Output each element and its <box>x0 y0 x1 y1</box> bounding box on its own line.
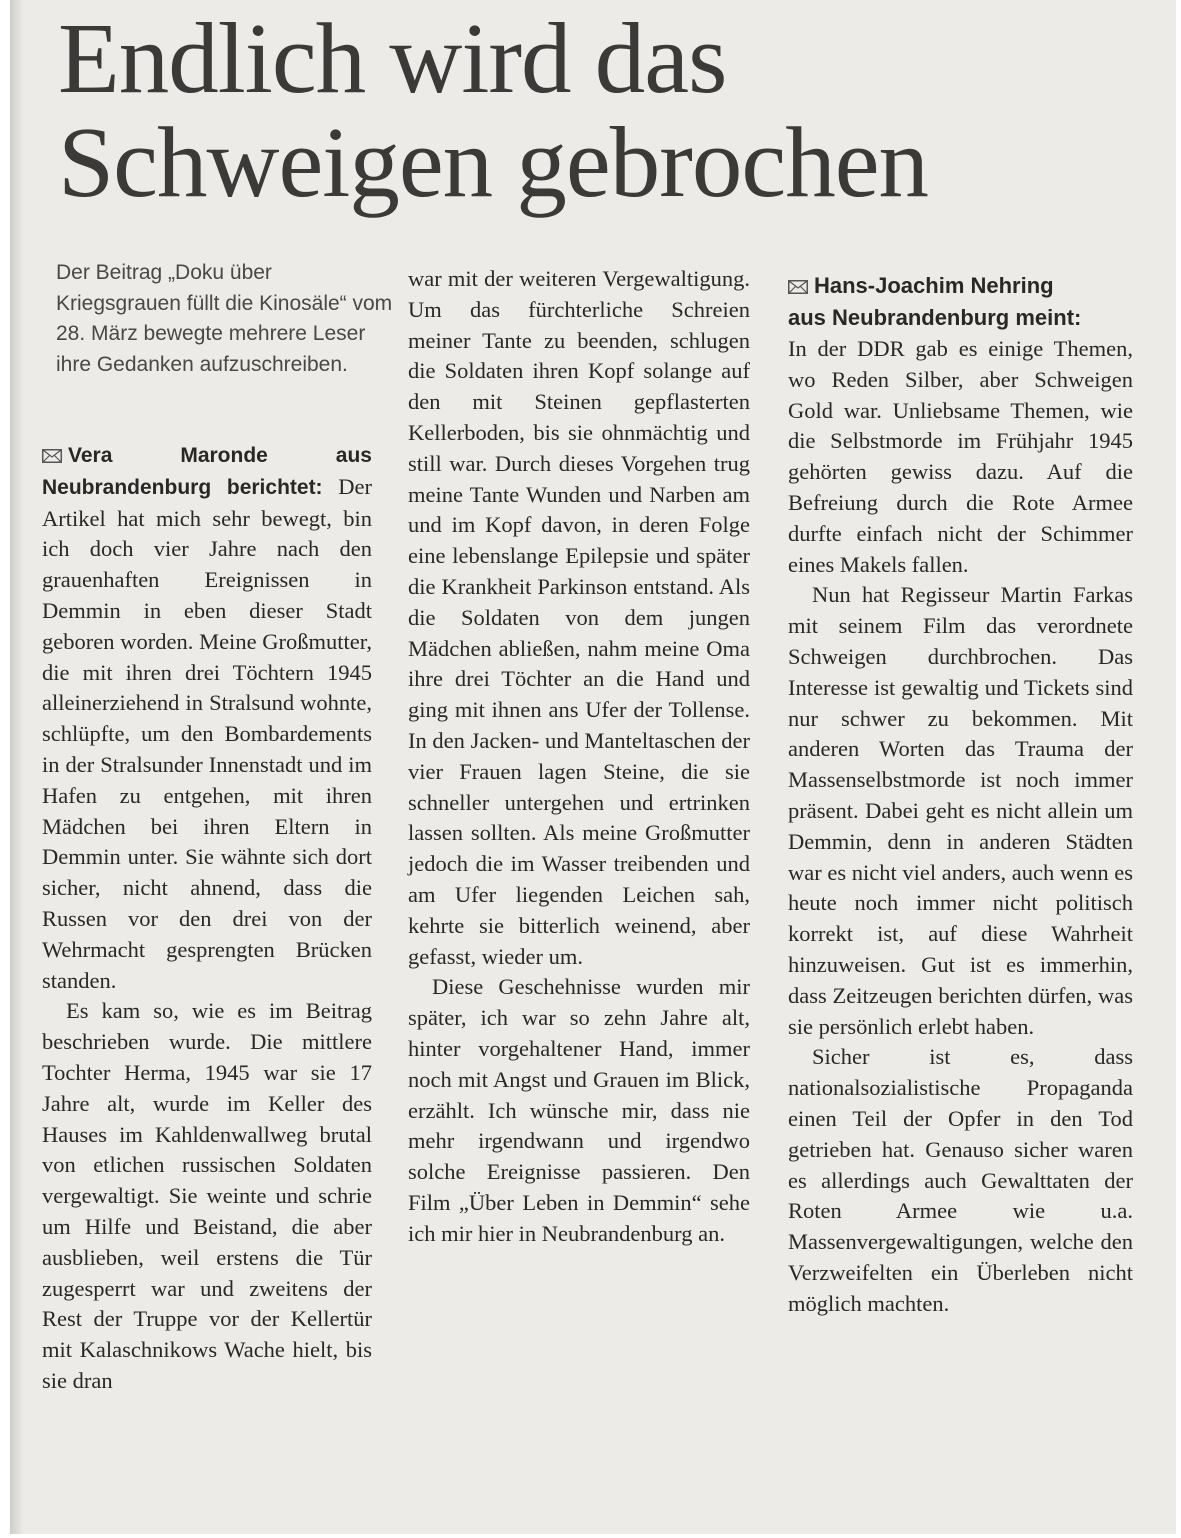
newspaper-clipping <box>10 0 1176 1534</box>
letter-1-body-1: Der Artikel hat mich sehr bewegt, bin ich doch vier Jahre nach den grauenhaften Ereignissen in Demmin in eben dieser Stadt geboren worden. Meine Großmutter, die mit ihren drei Töchtern 1945 alleinerziehend in Stralsund wohnte, schlüpfte, um den Bombardements in der Stralsunder Innenstadt und im Hafen zu entgehen, mit ihren Mädchen bei ihren Eltern in Demmin unter. Sie wähnte sich dort sicher, nicht ahnend, dass die Russen vor den drei von der Wehrmacht gesprengten Brücken standen. <box>42 473 372 993</box>
headline <box>58 2 1168 218</box>
letter-2-author-line-2: aus Neubrandenburg meint: <box>788 305 1082 330</box>
envelope-icon <box>788 280 808 294</box>
letter-2-paragraph-1: In der DDR gab es einige Themen, wo Reden Silber, aber Schweigen Gold war. Unliebsame Themen, wie die Selbstmorde im Frühjahr 1945 gehörten gewiss dazu. Auf die Befreiung durch die Rote Armee durfte einfach nicht der Schimmer eines Makels fallen. <box>788 336 1133 577</box>
letter-1-author-name: Vera Maronde aus Neubrandenburg berichtet: <box>42 444 372 499</box>
letter-2-paragraph-2: Nun hat Regisseur Martin Farkas mit seinem Film das verordnete Schweigen durchbrochen. Das Interesse ist gewaltig und Tickets sind nur schwer zu bekommen. Mit anderen Worten das Trauma der Massenselbstmorde ist noch immer präsent. Dabei geht es nicht allein um Demmin, denn in anderen Städten war es nicht viel anders, auch wenn es heute noch immer nicht politisch korrekt ist, auf diese Wahrheit hinzuweisen. Gut ist es immerhin, dass Zeitzeugen berichten dürfen, was sie persönlich erlebt haben. <box>788 582 1133 1039</box>
letter-1-paragraph-2-continued: war mit der weiteren Vergewaltigung. Um das fürchterliche Schreien meiner Tante zu beenden, schlugen die Soldaten ihren Kopf solange auf den mit Steinen gepflasterten Kellerboden, bis sie ohnmächtig und still war. Durch dieses Vorgehen trug meine Tante Wunden und Narben am und im Kopf davon, in deren Folge eine lebenslange Epilepsie und später die Krankheit Parkinson entstand. Als die Soldaten von dem jungen Mädchen abließen, nahm meine Oma ihre drei Töchter an die Hand und ging mit ihnen ans Ufer der Tollense. In den Jacken- und Manteltaschen der vier Frauen lagen Steine, die sie schneller untergehen und ertrinken lassen sollten. Als meine Großmutter jedoch die im Wasser treibenden und am Ufer liegenden Leichen sah, kehrte sie bitterlich weinend, aber gefasst, wieder um. <box>408 266 750 969</box>
headline-line-1: Endlich wird das <box>58 2 727 114</box>
letter-1-author <box>42 444 372 499</box>
column-1 <box>42 440 372 1397</box>
letter-1-paragraph-3: Diese Geschehnisse wurden mir später, ich war so zehn Jahre alt, hinter vorgehaltener Hand, immer noch mit Angst und Grauen im Blick, erzählt. Ich wünsche mir, dass nie mehr irgendwann und irgendwo solche Ereignisse passieren. Den Film „Über Leben in Demmin“ sehe ich mir hier in Neubrandenburg an. <box>408 974 750 1246</box>
letter-1-paragraph-1 <box>42 440 372 996</box>
page-edge-shadow <box>10 0 24 1534</box>
letter-2-author <box>788 270 1138 334</box>
letter-1-paragraph-2: Es kam so, wie es im Beitrag beschrieben wurde. Die mittlere Tochter Herma, 1945 war sie 17 Jahre alt, wurde im Keller des Hauses im Kahldenwallweg brutal von etlichen russischen Soldaten vergewaltigt. Sie weinte und schrie um Hilfe und Beistand, die aber ausblieben, weil erstens die Tür zugesperrt war und zweitens der Rest der Truppe vor der Kellertür mit Kalaschnikows Wache hielt, bis sie dran <box>42 998 372 1393</box>
column-2 <box>408 264 750 1250</box>
headline-line-2: Schweigen gebrochen <box>58 106 929 218</box>
letter-2-author-line-1: Hans-Joachim Nehring <box>814 273 1054 298</box>
envelope-icon <box>42 449 62 463</box>
letter-2-paragraph-3: Sicher ist es, dass nationalsozialistische Propaganda einen Teil der Opfer in den Tod getrieben hat. Genauso sicher waren es allerdings auch Gewalttaten der Roten Armee wie u.a. Massenvergewaltigungen, welche den Verzweifelten ein Überleben nicht möglich machten. <box>788 1044 1133 1316</box>
column-3 <box>788 334 1133 1320</box>
intro-text: Der Beitrag „Doku über Kriegsgrauen füllt die Kinosäle“ vom 28. März bewegte mehrere Leser ihre Gedanken aufzuschreiben. <box>56 261 393 376</box>
